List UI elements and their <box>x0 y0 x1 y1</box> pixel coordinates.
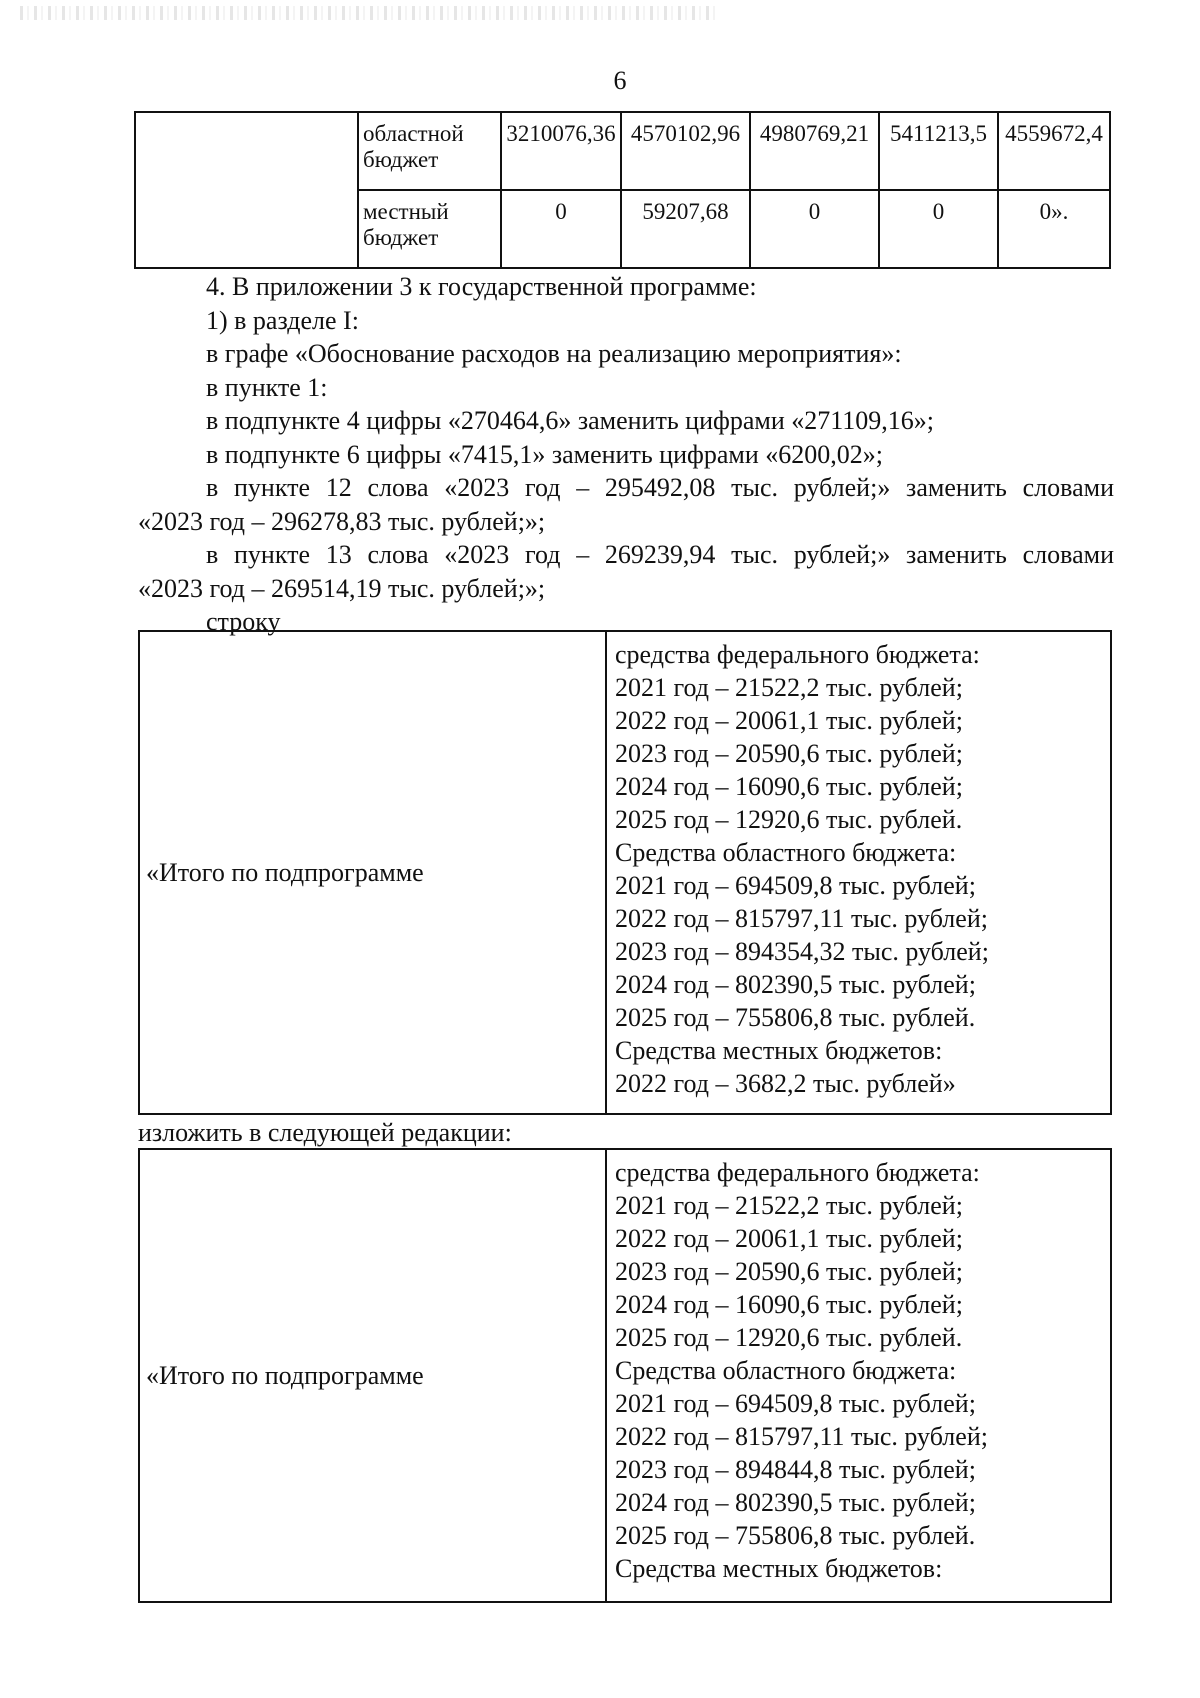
subprogram-label: «Итого по подпрограмме <box>139 631 606 1114</box>
table-row <box>135 112 1110 190</box>
funding-line: 2024 год – 802390,5 тыс. рублей; <box>615 970 976 999</box>
value-cell: 4570102,96 <box>621 112 750 190</box>
table-row <box>139 1149 1111 1602</box>
funding-line: 2022 год – 815797,11 тыс. рублей; <box>615 1422 988 1451</box>
funding-line: 2024 год – 802390,5 тыс. рублей; <box>615 1488 976 1517</box>
table-row <box>139 631 1111 1114</box>
funding-line: 2021 год – 21522,2 тыс. рублей; <box>615 1191 963 1220</box>
scan-artifact <box>20 6 720 20</box>
funding-details <box>606 631 1111 1114</box>
funding-line: 2023 год – 894354,32 тыс. рублей; <box>615 937 989 966</box>
funding-line: 2024 год – 16090,6 тыс. рублей; <box>615 1290 963 1319</box>
value-cell: 59207,68 <box>621 190 750 268</box>
funding-line: Средства местных бюджетов: <box>615 1554 943 1583</box>
funding-line: 2022 год – 815797,11 тыс. рублей; <box>615 904 988 933</box>
funding-line: 2021 год – 694509,8 тыс. рублей; <box>615 1389 976 1418</box>
funding-line: средства федерального бюджета: <box>615 1158 980 1187</box>
funding-line: 2025 год – 755806,8 тыс. рублей. <box>615 1521 976 1550</box>
empty-cell <box>135 112 358 268</box>
value-cell: 3210076,36 <box>501 112 621 190</box>
funding-line: 2021 год – 694509,8 тыс. рублей; <box>615 871 976 900</box>
paragraph: строку <box>206 607 281 636</box>
funding-line: 2025 год – 755806,8 тыс. рублей. <box>615 1003 976 1032</box>
budget-table <box>134 111 1111 269</box>
funding-line: 2025 год – 12920,6 тыс. рублей. <box>615 805 963 834</box>
row-label: местный бюджет <box>358 190 501 268</box>
paragraph: в пункте 1: <box>206 372 328 402</box>
subprogram-label: «Итого по подпрограмме <box>139 1149 606 1602</box>
value-cell: 5411213,5 <box>879 112 998 190</box>
paragraph: 1) в разделе I: <box>206 305 359 335</box>
funding-line: 2024 год – 16090,6 тыс. рублей; <box>615 772 963 801</box>
amendment-text <box>138 270 1114 639</box>
value-cell: 4980769,21 <box>750 112 879 190</box>
funding-details <box>606 1149 1111 1602</box>
paragraph: в графе «Обоснование расходов на реализацию мероприятия»: <box>206 339 902 368</box>
paragraph: в подпункте 4 цифры «270464,6» заменить цифрами «271109,16»; <box>206 406 935 435</box>
funding-line: 2023 год – 20590,6 тыс. рублей; <box>615 739 963 768</box>
value-cell: 0 <box>750 190 879 268</box>
paragraph: 4. В приложении 3 к государственной программе: <box>206 272 757 301</box>
funding-line: средства федерального бюджета: <box>615 640 980 669</box>
izlozhit-label: изложить в следующей редакции: <box>138 1118 512 1147</box>
funding-line: 2023 год – 894844,8 тыс. рублей; <box>615 1455 976 1484</box>
value-cell: 0 <box>879 190 998 268</box>
paragraph: «2023 год – 269514,19 тыс. рублей;»; <box>138 573 546 603</box>
new-totals-table <box>138 1148 1112 1603</box>
paragraph: в пункте 13 слова «2023 год – 269239,94 тыс. рублей;» заменить словами <box>206 540 1114 569</box>
row-label: областной бюджет <box>358 112 501 190</box>
funding-line: 2025 год – 12920,6 тыс. рублей. <box>615 1323 963 1352</box>
paragraph: в пункте 12 слова «2023 год – 295492,08 тыс. рублей;» заменить словами <box>206 473 1114 502</box>
funding-line: 2021 год – 21522,2 тыс. рублей; <box>615 673 963 702</box>
value-cell: 0 <box>501 190 621 268</box>
funding-line: Средства областного бюджета: <box>615 1356 957 1385</box>
funding-line: 2022 год – 20061,1 тыс. рублей; <box>615 1224 963 1253</box>
page-number: 6 <box>613 66 627 95</box>
old-totals-table <box>138 630 1112 1115</box>
value-cell: 4559672,4 <box>998 112 1110 190</box>
funding-line: 2023 год – 20590,6 тыс. рублей; <box>615 1257 963 1286</box>
paragraph: «2023 год – 296278,83 тыс. рублей;»; <box>138 506 546 536</box>
funding-line: Средства областного бюджета: <box>615 838 957 867</box>
funding-line: 2022 год – 3682,2 тыс. рублей» <box>615 1069 956 1098</box>
funding-line: Средства местных бюджетов: <box>615 1036 943 1065</box>
value-cell: 0». <box>998 190 1110 268</box>
paragraph: в подпункте 6 цифры «7415,1» заменить цифрами «6200,02»; <box>206 439 883 469</box>
funding-line: 2022 год – 20061,1 тыс. рублей; <box>615 706 963 735</box>
